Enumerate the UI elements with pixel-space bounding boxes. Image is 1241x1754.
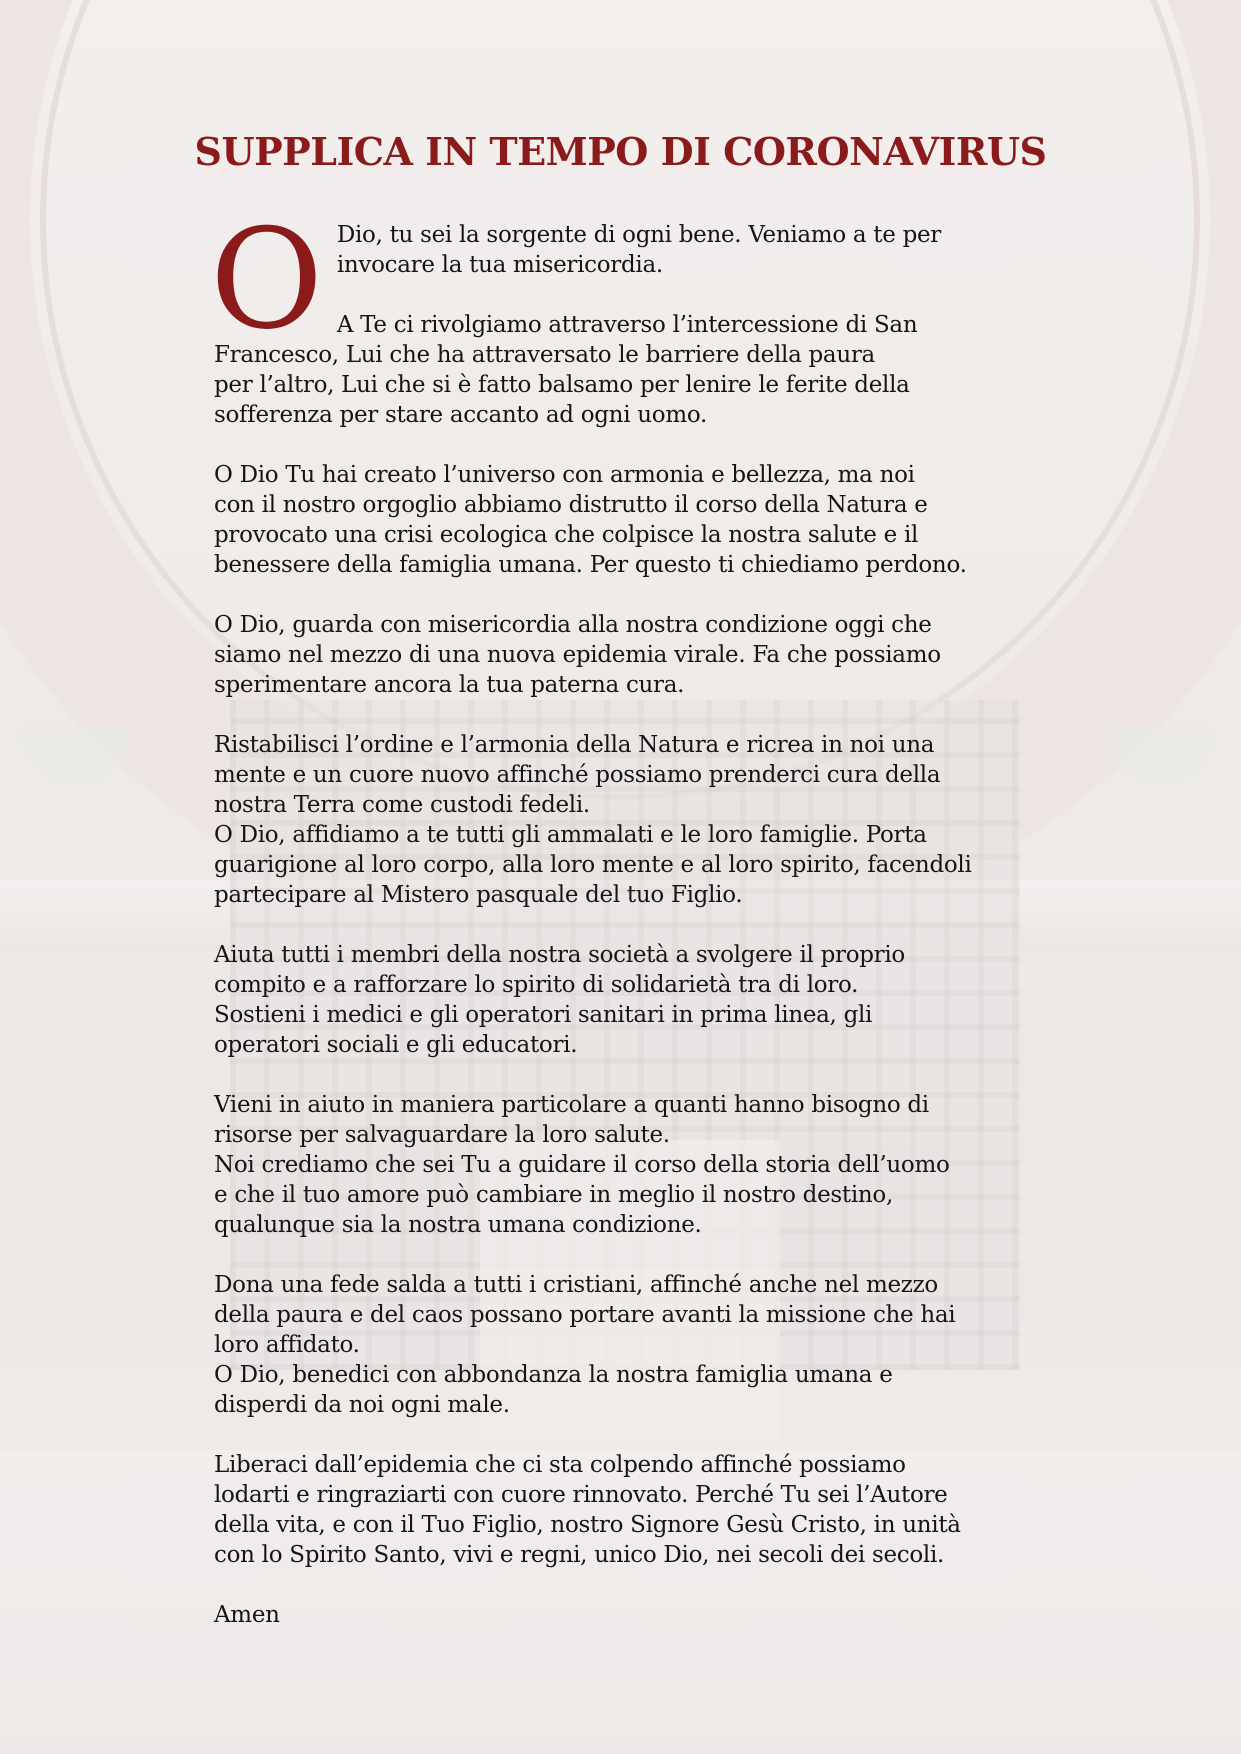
paragraph: Vieni in aiuto in maniera particolare a quanti hanno bisogno di risorse per salvaguardare la loro salute. bbox=[214, 1092, 929, 1148]
paragraph: Ristabilisci l’ordine e l’armonia della Natura e ricrea in noi una mente e un cuore nuovo affinché possiamo prenderci cura della nostra Terra come custodi fedeli. bbox=[214, 732, 941, 818]
paragraph-opening: Dio, tu sei la sorgente di ogni bene. Veniamo a te per invocare la tua misericordia. bbox=[336, 222, 941, 278]
paragraph: Aiuta tutti i membri della nostra società a svolgere il proprio compito e a rafforzare lo spirito di solidarietà tra di loro. Sostieni i medici e gli operatori sanitari in prima linea, gli operatori sociali e gli educatori. bbox=[214, 942, 905, 1058]
paragraph: Liberaci dall’epidemia che ci sta colpendo affinché possiamo lodarti e ringraziarti con cuore rinnovato. Perché Tu sei l’Autore della vita, e con il Tuo Figlio, nostro Signore Gesù Cristo, in unità con lo Spirito Santo, vivi e regni, unico Dio, nei secoli dei secoli. bbox=[214, 1452, 961, 1568]
closing-amen: Amen bbox=[214, 1602, 280, 1628]
paragraph: O Dio, affidiamo a te tutti gli ammalati e le loro famiglie. Porta guarigione al loro corpo, alla loro mente e al loro spirito, facendoli partecipare al Mistero pasquale del tuo Figlio. bbox=[214, 822, 972, 908]
paragraph: O Dio, guarda con misericordia alla nostra condizione oggi che siamo nel mezzo di una nuova epidemia virale. Fa che possiamo sperimentare ancora la tua paterna cura. bbox=[214, 612, 941, 698]
paragraph: Dona una fede salda a tutti i cristiani, affinché anche nel mezzo della paura e del caos possano portare avanti la missione che hai loro affidato. bbox=[214, 1272, 956, 1358]
prayer-body bbox=[210, 199, 1044, 1660]
paragraph: O Dio Tu hai creato l’universo con armonia e bellezza, ma noi con il nostro orgoglio abbiamo distrutto il corso della Natura e provocato una crisi ecologica che colpisce la nostra salute e il benessere della famiglia umana. Per questo ti chiediamo perdono. bbox=[214, 462, 967, 578]
page-title: SUPPLICA IN TEMPO DI CORONAVIRUS bbox=[194, 129, 1047, 174]
paragraph: Noi crediamo che sei Tu a guidare il corso della storia dell’uomo e che il tuo amore può cambiare in meglio il nostro destino, qualunque sia la nostra umana condizione. bbox=[214, 1152, 950, 1238]
drop-cap: O bbox=[210, 199, 323, 360]
paragraph: O Dio, benedici con abbondanza la nostra famiglia umana e disperdi da noi ogni male. bbox=[214, 1362, 893, 1418]
paragraph: A Te ci rivolgiamo attraverso l’intercessione di San Francesco, Lui che ha attraversato le barriere della paura per l’altro, Lui che si è fatto balsamo per lenire le ferite della sofferenza per stare accanto ad ogni uomo. bbox=[214, 312, 918, 428]
